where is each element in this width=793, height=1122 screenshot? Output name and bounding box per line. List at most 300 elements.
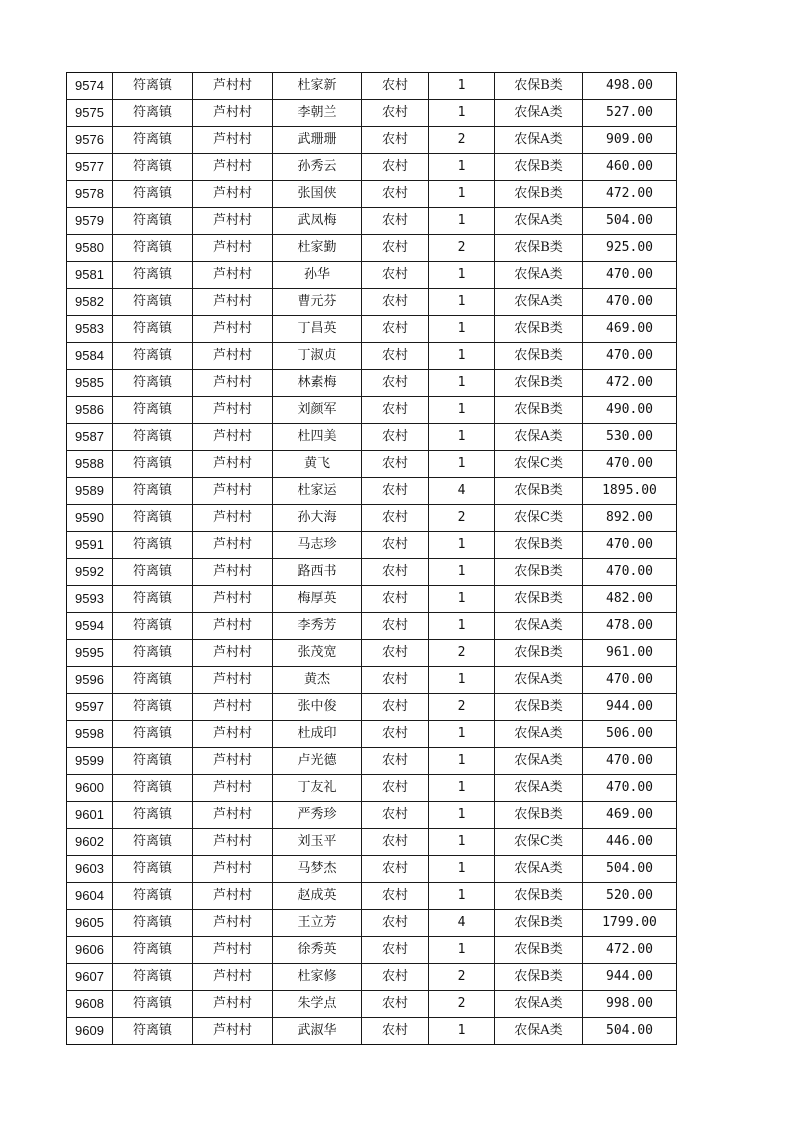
table-row [67,451,677,478]
village-cell: 芦村村 [193,289,273,316]
amount-cell: 504.00 [583,208,677,235]
household-type-cell: 农村 [362,505,429,532]
amount-cell: 998.00 [583,991,677,1018]
table-row [67,262,677,289]
table-row [67,181,677,208]
name-cell: 张中俊 [273,694,362,721]
amount-cell: 909.00 [583,127,677,154]
table-row [67,343,677,370]
category-cell: 农保A类 [495,748,583,775]
table-row [67,667,677,694]
row-number-cell: 9584 [67,343,113,370]
row-number-cell: 9587 [67,424,113,451]
row-number-cell: 9585 [67,370,113,397]
village-cell: 芦村村 [193,397,273,424]
town-cell: 符离镇 [113,424,193,451]
name-cell: 刘颜军 [273,397,362,424]
village-cell: 芦村村 [193,829,273,856]
row-number-cell: 9577 [67,154,113,181]
village-cell: 芦村村 [193,667,273,694]
table-row [67,532,677,559]
name-cell: 朱学点 [273,991,362,1018]
row-number-cell: 9602 [67,829,113,856]
town-cell: 符离镇 [113,235,193,262]
household-type-cell: 农村 [362,316,429,343]
village-cell: 芦村村 [193,964,273,991]
town-cell: 符离镇 [113,100,193,127]
category-cell: 农保A类 [495,991,583,1018]
row-number-cell: 9581 [67,262,113,289]
category-cell: 农保B类 [495,316,583,343]
document-page [66,72,677,1045]
town-cell: 符离镇 [113,316,193,343]
household-type-cell: 农村 [362,343,429,370]
town-cell: 符离镇 [113,208,193,235]
amount-cell: 470.00 [583,532,677,559]
name-cell: 丁淑贞 [273,343,362,370]
row-number-cell: 9574 [67,73,113,100]
town-cell: 符离镇 [113,883,193,910]
name-cell: 刘玉平 [273,829,362,856]
name-cell: 严秀珍 [273,802,362,829]
village-cell: 芦村村 [193,478,273,505]
table-row [67,73,677,100]
amount-cell: 469.00 [583,802,677,829]
table-row [67,235,677,262]
table-row [67,883,677,910]
row-number-cell: 9588 [67,451,113,478]
village-cell: 芦村村 [193,640,273,667]
household-type-cell: 农村 [362,478,429,505]
person-count-cell: 1 [429,559,495,586]
household-type-cell: 农村 [362,586,429,613]
amount-cell: 944.00 [583,694,677,721]
table-row [67,829,677,856]
amount-cell: 470.00 [583,262,677,289]
table-row [67,775,677,802]
category-cell: 农保B类 [495,559,583,586]
category-cell: 农保A类 [495,1018,583,1045]
category-cell: 农保A类 [495,856,583,883]
name-cell: 梅厚英 [273,586,362,613]
person-count-cell: 1 [429,613,495,640]
category-cell: 农保B类 [495,694,583,721]
row-number-cell: 9605 [67,910,113,937]
household-type-cell: 农村 [362,775,429,802]
category-cell: 农保B类 [495,181,583,208]
row-number-cell: 9578 [67,181,113,208]
person-count-cell: 1 [429,775,495,802]
village-cell: 芦村村 [193,559,273,586]
category-cell: 农保B类 [495,154,583,181]
village-cell: 芦村村 [193,694,273,721]
person-count-cell: 1 [429,1018,495,1045]
household-type-cell: 农村 [362,181,429,208]
village-cell: 芦村村 [193,235,273,262]
person-count-cell: 1 [429,154,495,181]
name-cell: 黄飞 [273,451,362,478]
category-cell: 农保B类 [495,73,583,100]
table-row [67,154,677,181]
person-count-cell: 1 [429,721,495,748]
category-cell: 农保B类 [495,937,583,964]
amount-cell: 472.00 [583,937,677,964]
town-cell: 符离镇 [113,478,193,505]
person-count-cell: 1 [429,397,495,424]
table-row [67,613,677,640]
category-cell: 农保B类 [495,910,583,937]
village-cell: 芦村村 [193,910,273,937]
village-cell: 芦村村 [193,181,273,208]
person-count-cell: 2 [429,505,495,532]
row-number-cell: 9586 [67,397,113,424]
village-cell: 芦村村 [193,154,273,181]
town-cell: 符离镇 [113,991,193,1018]
village-cell: 芦村村 [193,343,273,370]
person-count-cell: 1 [429,370,495,397]
row-number-cell: 9604 [67,883,113,910]
household-type-cell: 农村 [362,532,429,559]
village-cell: 芦村村 [193,802,273,829]
table-row [67,370,677,397]
row-number-cell: 9589 [67,478,113,505]
village-cell: 芦村村 [193,262,273,289]
village-cell: 芦村村 [193,883,273,910]
name-cell: 杜家修 [273,964,362,991]
table-row [67,964,677,991]
name-cell: 丁友礼 [273,775,362,802]
household-type-cell: 农村 [362,262,429,289]
category-cell: 农保C类 [495,451,583,478]
household-type-cell: 农村 [362,424,429,451]
row-number-cell: 9580 [67,235,113,262]
person-count-cell: 2 [429,694,495,721]
village-cell: 芦村村 [193,451,273,478]
name-cell: 丁昌英 [273,316,362,343]
town-cell: 符离镇 [113,748,193,775]
amount-cell: 470.00 [583,451,677,478]
person-count-cell: 4 [429,910,495,937]
town-cell: 符离镇 [113,451,193,478]
amount-cell: 490.00 [583,397,677,424]
household-type-cell: 农村 [362,289,429,316]
row-number-cell: 9582 [67,289,113,316]
name-cell: 张茂宽 [273,640,362,667]
category-cell: 农保B类 [495,370,583,397]
amount-cell: 925.00 [583,235,677,262]
category-cell: 农保B类 [495,640,583,667]
town-cell: 符离镇 [113,262,193,289]
row-number-cell: 9575 [67,100,113,127]
roster-table [66,72,677,1045]
row-number-cell: 9579 [67,208,113,235]
amount-cell: 944.00 [583,964,677,991]
row-number-cell: 9596 [67,667,113,694]
amount-cell: 504.00 [583,1018,677,1045]
person-count-cell: 1 [429,100,495,127]
name-cell: 徐秀英 [273,937,362,964]
town-cell: 符离镇 [113,532,193,559]
town-cell: 符离镇 [113,370,193,397]
row-number-cell: 9600 [67,775,113,802]
village-cell: 芦村村 [193,505,273,532]
table-row [67,640,677,667]
town-cell: 符离镇 [113,289,193,316]
table-row [67,424,677,451]
household-type-cell: 农村 [362,640,429,667]
person-count-cell: 1 [429,181,495,208]
amount-cell: 530.00 [583,424,677,451]
village-cell: 芦村村 [193,73,273,100]
row-number-cell: 9595 [67,640,113,667]
row-number-cell: 9609 [67,1018,113,1045]
household-type-cell: 农村 [362,73,429,100]
amount-cell: 506.00 [583,721,677,748]
town-cell: 符离镇 [113,586,193,613]
name-cell: 武淑华 [273,1018,362,1045]
household-type-cell: 农村 [362,883,429,910]
household-type-cell: 农村 [362,613,429,640]
category-cell: 农保B类 [495,802,583,829]
amount-cell: 961.00 [583,640,677,667]
village-cell: 芦村村 [193,721,273,748]
amount-cell: 470.00 [583,775,677,802]
town-cell: 符离镇 [113,397,193,424]
person-count-cell: 1 [429,856,495,883]
household-type-cell: 农村 [362,910,429,937]
category-cell: 农保A类 [495,262,583,289]
household-type-cell: 农村 [362,694,429,721]
town-cell: 符离镇 [113,937,193,964]
amount-cell: 478.00 [583,613,677,640]
person-count-cell: 1 [429,73,495,100]
person-count-cell: 2 [429,640,495,667]
town-cell: 符离镇 [113,1018,193,1045]
name-cell: 曹元芬 [273,289,362,316]
village-cell: 芦村村 [193,856,273,883]
village-cell: 芦村村 [193,127,273,154]
household-type-cell: 农村 [362,1018,429,1045]
town-cell: 符离镇 [113,829,193,856]
name-cell: 杜成印 [273,721,362,748]
category-cell: 农保B类 [495,478,583,505]
person-count-cell: 1 [429,667,495,694]
household-type-cell: 农村 [362,370,429,397]
town-cell: 符离镇 [113,667,193,694]
row-number-cell: 9583 [67,316,113,343]
person-count-cell: 1 [429,208,495,235]
town-cell: 符离镇 [113,343,193,370]
row-number-cell: 9608 [67,991,113,1018]
person-count-cell: 2 [429,991,495,1018]
town-cell: 符离镇 [113,856,193,883]
category-cell: 农保B类 [495,883,583,910]
household-type-cell: 农村 [362,748,429,775]
amount-cell: 446.00 [583,829,677,856]
amount-cell: 470.00 [583,343,677,370]
village-cell: 芦村村 [193,208,273,235]
name-cell: 武珊珊 [273,127,362,154]
amount-cell: 472.00 [583,181,677,208]
name-cell: 卢光德 [273,748,362,775]
person-count-cell: 1 [429,829,495,856]
village-cell: 芦村村 [193,370,273,397]
household-type-cell: 农村 [362,154,429,181]
town-cell: 符离镇 [113,181,193,208]
person-count-cell: 2 [429,235,495,262]
table-row [67,694,677,721]
name-cell: 赵成英 [273,883,362,910]
name-cell: 路西书 [273,559,362,586]
row-number-cell: 9599 [67,748,113,775]
row-number-cell: 9593 [67,586,113,613]
household-type-cell: 农村 [362,397,429,424]
town-cell: 符离镇 [113,964,193,991]
town-cell: 符离镇 [113,559,193,586]
table-row [67,316,677,343]
amount-cell: 482.00 [583,586,677,613]
amount-cell: 892.00 [583,505,677,532]
person-count-cell: 2 [429,127,495,154]
person-count-cell: 1 [429,343,495,370]
person-count-cell: 1 [429,532,495,559]
table-row [67,802,677,829]
person-count-cell: 2 [429,964,495,991]
row-number-cell: 9601 [67,802,113,829]
category-cell: 农保B类 [495,586,583,613]
person-count-cell: 1 [429,424,495,451]
table-row [67,991,677,1018]
name-cell: 马志珍 [273,532,362,559]
household-type-cell: 农村 [362,721,429,748]
town-cell: 符离镇 [113,613,193,640]
name-cell: 孙大海 [273,505,362,532]
table-row [67,586,677,613]
name-cell: 张国侠 [273,181,362,208]
table-row [67,856,677,883]
household-type-cell: 农村 [362,802,429,829]
person-count-cell: 4 [429,478,495,505]
row-number-cell: 9597 [67,694,113,721]
person-count-cell: 1 [429,289,495,316]
category-cell: 农保A类 [495,208,583,235]
table-row [67,478,677,505]
village-cell: 芦村村 [193,775,273,802]
village-cell: 芦村村 [193,748,273,775]
village-cell: 芦村村 [193,613,273,640]
amount-cell: 470.00 [583,559,677,586]
town-cell: 符离镇 [113,127,193,154]
name-cell: 杜家运 [273,478,362,505]
name-cell: 杜家新 [273,73,362,100]
household-type-cell: 农村 [362,100,429,127]
table-row [67,721,677,748]
category-cell: 农保B类 [495,343,583,370]
town-cell: 符离镇 [113,73,193,100]
household-type-cell: 农村 [362,559,429,586]
person-count-cell: 1 [429,748,495,775]
row-number-cell: 9590 [67,505,113,532]
table-row [67,937,677,964]
household-type-cell: 农村 [362,937,429,964]
name-cell: 武凤梅 [273,208,362,235]
name-cell: 王立芳 [273,910,362,937]
town-cell: 符离镇 [113,721,193,748]
amount-cell: 470.00 [583,748,677,775]
amount-cell: 460.00 [583,154,677,181]
category-cell: 农保A类 [495,100,583,127]
person-count-cell: 1 [429,802,495,829]
row-number-cell: 9576 [67,127,113,154]
category-cell: 农保C类 [495,829,583,856]
person-count-cell: 1 [429,451,495,478]
household-type-cell: 农村 [362,667,429,694]
amount-cell: 498.00 [583,73,677,100]
category-cell: 农保B类 [495,235,583,262]
table-row [67,289,677,316]
row-number-cell: 9607 [67,964,113,991]
table-row [67,397,677,424]
village-cell: 芦村村 [193,1018,273,1045]
town-cell: 符离镇 [113,694,193,721]
town-cell: 符离镇 [113,802,193,829]
amount-cell: 520.00 [583,883,677,910]
row-number-cell: 9592 [67,559,113,586]
name-cell: 孙秀云 [273,154,362,181]
name-cell: 马梦杰 [273,856,362,883]
village-cell: 芦村村 [193,316,273,343]
village-cell: 芦村村 [193,937,273,964]
category-cell: 农保A类 [495,424,583,451]
town-cell: 符离镇 [113,910,193,937]
household-type-cell: 农村 [362,451,429,478]
category-cell: 农保A类 [495,127,583,154]
name-cell: 李朝兰 [273,100,362,127]
person-count-cell: 1 [429,316,495,343]
household-type-cell: 农村 [362,991,429,1018]
table-row [67,100,677,127]
category-cell: 农保A类 [495,289,583,316]
person-count-cell: 1 [429,262,495,289]
table-row [67,910,677,937]
roster-body [67,73,677,1045]
category-cell: 农保A类 [495,667,583,694]
village-cell: 芦村村 [193,424,273,451]
name-cell: 林素梅 [273,370,362,397]
amount-cell: 504.00 [583,856,677,883]
row-number-cell: 9591 [67,532,113,559]
town-cell: 符离镇 [113,775,193,802]
amount-cell: 1895.00 [583,478,677,505]
name-cell: 杜家勤 [273,235,362,262]
amount-cell: 470.00 [583,667,677,694]
household-type-cell: 农村 [362,856,429,883]
amount-cell: 470.00 [583,289,677,316]
amount-cell: 1799.00 [583,910,677,937]
name-cell: 杜四美 [273,424,362,451]
household-type-cell: 农村 [362,235,429,262]
person-count-cell: 1 [429,883,495,910]
village-cell: 芦村村 [193,100,273,127]
category-cell: 农保A类 [495,775,583,802]
person-count-cell: 1 [429,937,495,964]
household-type-cell: 农村 [362,208,429,235]
town-cell: 符离镇 [113,640,193,667]
category-cell: 农保B类 [495,397,583,424]
row-number-cell: 9603 [67,856,113,883]
table-row [67,1018,677,1045]
row-number-cell: 9606 [67,937,113,964]
